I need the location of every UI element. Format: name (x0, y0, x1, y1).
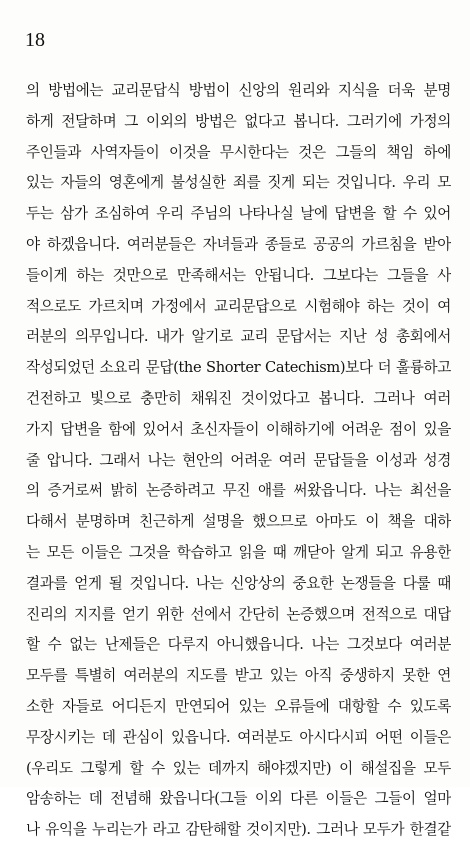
text-line: 모두를 특별히 여러분의 지도를 받고 있는 아직 중생하지 못한 연 (26, 667, 451, 685)
text-line: 적으로도 가르치며 가정에서 교리문답으로 시험해야 하는 것이 여 (26, 297, 451, 315)
text-line: (우리도 그렇게 할 수 있는 데까지 해야겠지만) 이 해설집을 모두 (26, 759, 451, 777)
text-line: 무장시키는 데 관심이 있읍니다. 여러분도 아시다시피 어떤 이들은 (26, 728, 451, 746)
text-line: 의 방법에는 교리문답식 방법이 신앙의 원리와 지식을 더욱 분명 (26, 82, 451, 99)
text-line: 의 증거로써 밝히 논증하려고 무진 애를 써왔읍니다. 나는 최선을 (26, 482, 451, 500)
text-line: 두는 삼가 조심하여 우리 주님의 나타나실 날에 답변을 할 수 있어 (26, 205, 451, 223)
page-number: 18 (25, 29, 45, 51)
text-line: 암송하는 데 전념해 왔읍니다(그들 이외 다른 이들은 그들이 얼마 (26, 790, 451, 808)
text-line: 다해서 분명하며 친근하게 설명을 했으므로 아마도 이 책을 대하 (26, 513, 451, 531)
text-line: 소한 자들로 어디든지 만연되어 있는 오류들에 대항할 수 있도록 (26, 697, 451, 715)
text-line: 들이게 하는 것만으로 만족해서는 안됩니다. 그보다는 그들을 사 (26, 266, 451, 284)
text-line: 하게 전달하며 그 이외의 방법은 없다고 봅니다. 그러기에 가정의 (26, 112, 451, 130)
text-line: 결과를 얻게 될 것입니다. 나는 신앙상의 중요한 논쟁들을 다룰 때 (26, 574, 451, 592)
text-line: 야 하겠읍니다. 여러분들은 자녀들과 종들로 공공의 가르침을 받아 (26, 235, 451, 253)
text-line: 러분의 의무입니다. 내가 알기로 교리 문답서는 지난 성 총회에서 (26, 328, 451, 346)
text-line: 건전하고 빛으로 충만히 채워진 것이었다고 봅니다. 그러나 여러 (26, 389, 451, 407)
text-line: 작성되었던 소요리 문답(the Shorter Catechism)보다 더 훌륭하고 (26, 359, 451, 377)
body-text (26, 76, 451, 846)
text-line: 할 수 없는 난제들은 다루지 아니했읍니다. 나는 그것보다 여러분 (26, 636, 451, 654)
text-line: 나 유익을 누리는가 라고 감탄해할 것이지만). 그러나 모두가 한결같 (26, 821, 451, 839)
text-line: 진리의 지지를 얻기 위한 선에서 간단히 논증했으며 전적으로 대답 (26, 605, 451, 623)
text-line: 주인들과 사역자들이 이것을 무시한다는 것은 그들의 책임 하에 (26, 143, 451, 161)
text-line: 줄 압니다. 그래서 나는 현안의 어려운 여러 문답들을 이성과 성경 (26, 451, 451, 469)
text-line: 있는 자들의 영혼에게 불성실한 죄를 짓게 되는 것입니다. 우리 모 (26, 174, 451, 192)
text-line: 가지 답변을 함에 있어서 초신자들이 이해하기에 어려운 점이 있을 (26, 420, 451, 438)
text-line: 는 모든 이들은 그것을 학습하고 읽을 때 깨닫아 알게 되고 유용한 (26, 543, 451, 561)
